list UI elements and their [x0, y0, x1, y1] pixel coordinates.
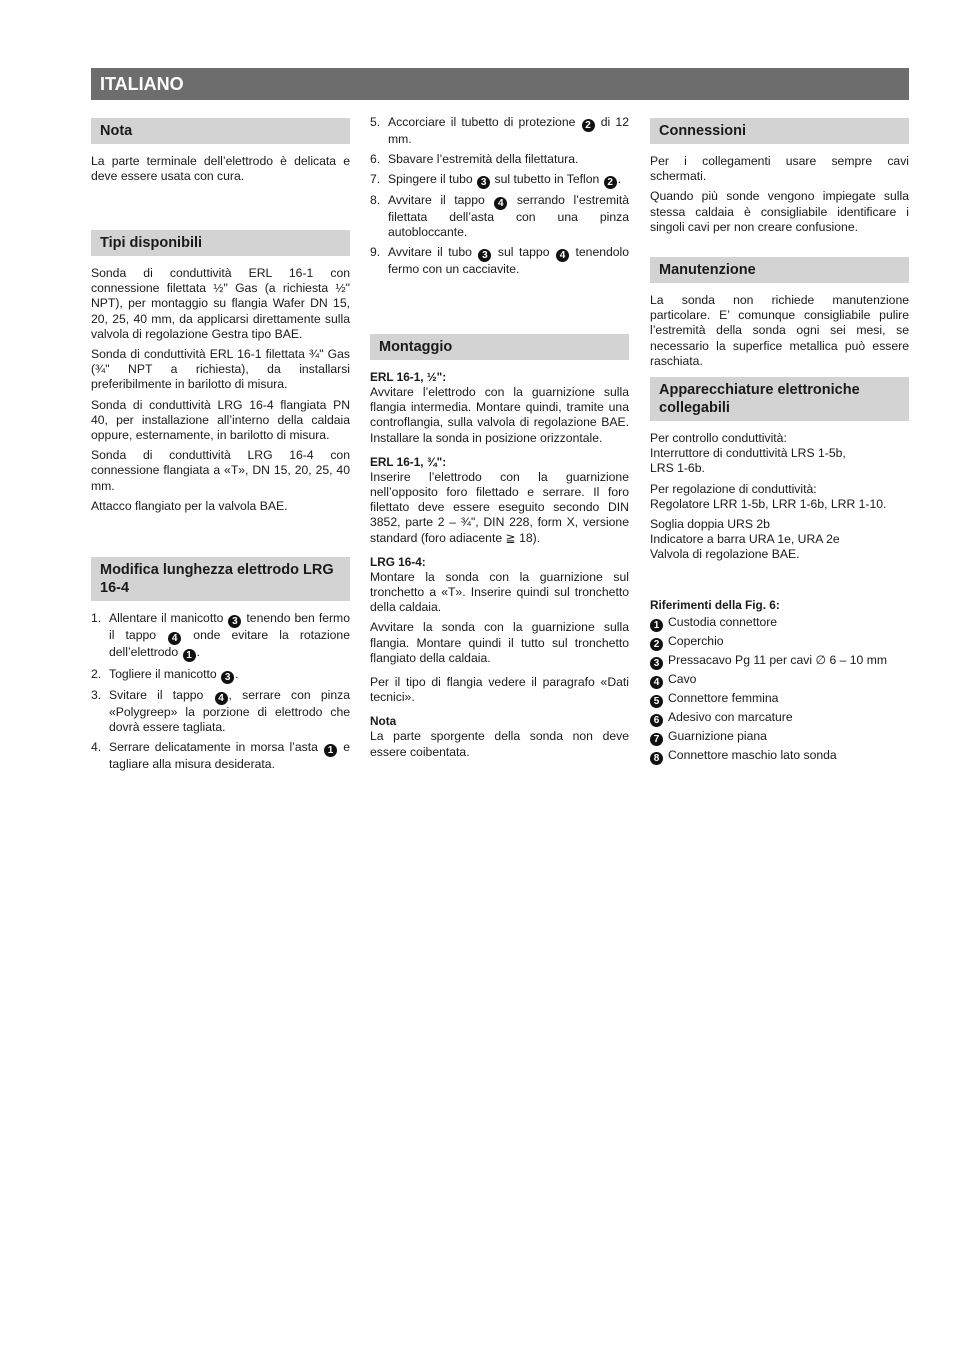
number-badge-icon: 3	[221, 671, 234, 684]
list-item: 9. Avvitare il tubo 3 sul tappo 4 tenendolo fermo con un cacciavite.	[370, 245, 630, 277]
list-item: 8. Avvitare il tappo 4 serrando l’estremità filettata dell’asta con una pinza autobloccante.	[370, 193, 629, 240]
paragraph: Soglia doppia URS 2b Indicatore a barra URA 1e, URA 2e Valvola di regolazione BAE.	[650, 517, 840, 562]
list-item: 7. Spingere il tubo 3 sul tubetto in Teflon 2 .	[370, 171, 622, 188]
list-item: 2. Togliere il manicotto 3 .	[91, 666, 239, 683]
paragraph: Montare la sonda con la guarnizione sul tronchetto a «T». Inserire quindi sul tronchetto della caldaia.	[370, 569, 629, 615]
subheading: Nota	[370, 714, 397, 729]
number-badge-icon: 3	[477, 176, 490, 189]
section-manutenzione	[650, 257, 909, 374]
section-heading: Nota	[91, 118, 350, 144]
section-connessioni	[650, 118, 909, 240]
paragraph: Inserire l’elettrodo con la guarnizione nell’opposito foro filettado e serrare. Il foro filettato deve essere eseguito secondo DIN 3852, parte 2 – ¾", DIN 228, form X, versione standard (foro adiacente ≧ 18).	[370, 469, 629, 545]
paragraph: Per regolazione di conduttività: Regolatore LRR 1-5b, LRR 1-6b, LRR 1-10.	[650, 481, 887, 511]
list-item: 2 Coperchio	[650, 632, 909, 651]
reference-list	[650, 613, 909, 765]
numbered-list-continued	[370, 115, 629, 282]
list-item: 3. Svitare il tappo 4 , serrare con pinza «Polygreep» la porzione di elettrodo che dovrà essere tagliata.	[91, 688, 351, 735]
numbered-list	[91, 611, 350, 772]
subheading: LRG 16-4:	[370, 554, 426, 569]
list-item: 7 Guarnizione piana	[650, 727, 909, 746]
number-badge-icon: 6	[650, 714, 663, 727]
section-riferimenti	[650, 598, 909, 765]
section-heading: Apparecchiature elettroniche collegabili	[650, 377, 909, 421]
list-item: 5. Accorciare il tubetto di protezione 2 di 12 mm.	[370, 115, 629, 146]
paragraph: Sonda di conduttività LRG 16-4 flangiata PN 40, per installazione all’interno della caldaia oppure, esternamente, in barilotto di misura.	[91, 397, 350, 443]
number-badge-icon: 1	[324, 744, 337, 757]
paragraph: Avvitare la sonda con la guarnizione sulla flangia. Montare quindi il tutto sul tronchetto flangiato della caldaia.	[370, 620, 629, 665]
paragraph: Per i collegamenti usare sempre cavi schermati.	[650, 154, 909, 184]
number-badge-icon: 7	[650, 733, 663, 746]
number-badge-icon: 4	[494, 197, 507, 210]
number-badge-icon: 8	[650, 752, 663, 765]
page-title: ITALIANO	[91, 68, 909, 100]
number-badge-icon: 2	[650, 638, 663, 651]
number-badge-icon: 3	[650, 657, 663, 670]
section-heading: Tipi disponibili	[91, 230, 350, 256]
paragraph: La parte terminale dell’elettrodo è delicata e deve essere usata con cura.	[91, 154, 350, 184]
list-item: 8 Connettore maschio lato sonda	[650, 746, 909, 765]
section-heading: Connessioni	[650, 118, 909, 144]
section-heading: Modifica lunghezza elettrodo LRG 16-4	[91, 557, 350, 601]
list-item: 6. Sbavare l’estremità della filettatura.	[370, 151, 579, 166]
section-montaggio	[370, 334, 629, 765]
list-item: 1 Custodia connettore	[650, 613, 909, 632]
subheading: ERL 16-1, ½":	[370, 370, 447, 384]
list-item: 1. Allentare il manicotto 3 tenendo ben fermo il tappo 4 onde evitare la rotazione dell’elettrodo 1 .	[91, 611, 350, 661]
number-badge-icon: 4	[650, 676, 663, 689]
subheading: Riferimenti della Fig. 6:	[650, 598, 780, 612]
list-item: 5 Connettore femmina	[650, 689, 909, 708]
paragraph: Sonda di conduttività LRG 16-4 con connessione flangiata a «T», DN 15, 20, 25, 40 mm.	[91, 448, 350, 493]
list-item: 4. Serrare delicatamente in morsa l’asta 1 e tagliare alla misura desiderata.	[91, 740, 350, 772]
number-badge-icon: 5	[650, 695, 663, 708]
number-badge-icon: 3	[478, 249, 491, 262]
paragraph: Attacco flangiato per la valvola BAE.	[91, 498, 288, 513]
number-badge-icon: 2	[604, 176, 617, 189]
number-badge-icon: 4	[168, 632, 181, 645]
paragraph: Avvitare l’elettrodo con la guarnizione sulla flangia intermedia. Montare quindi, tramite una controflangia, sulla valvola di regolazione BAE. Installare la sonda in posizione orizzontale.	[370, 385, 629, 445]
paragraph: Per il tipo di flangia vedere il paragrafo «Dati tecnici».	[370, 675, 629, 705]
list-item: 6 Adesivo con marcature	[650, 708, 909, 727]
number-badge-icon: 4	[215, 692, 228, 705]
paragraph: Sonda di conduttività ERL 16-1 con connessione filettata ½" Gas (a richiesta ½" NPT), per montaggio su flangia Wafer DN 15, 20, 25, 40 mm, da applicarsi direttamente sulla valvola di regolazione Gestra tipo BAE.	[91, 266, 350, 341]
section-apparecchiature	[650, 377, 909, 568]
paragraph: La sonda non richiede manutenzione particolare. E’ comunque consigliabile pulire l’estremità della sonda ogni sei mesi, se necessario la superfice metallica può essere raschiata.	[650, 293, 909, 368]
number-badge-icon: 1	[183, 649, 196, 662]
paragraph: Quando più sonde vengono impiegate sulla stessa caldaia è consigliabile identificare i singoli cavi per non creare confusione.	[650, 189, 909, 234]
number-badge-icon: 2	[582, 119, 595, 132]
subheading: ERL 16-1, ¾":	[370, 454, 447, 469]
number-badge-icon: 3	[228, 615, 241, 628]
section-heading: Manutenzione	[650, 257, 909, 283]
list-item: 3 Pressacavo Pg 11 per cavi ∅ 6 – 10 mm	[650, 651, 909, 670]
list-item: 4 Cavo	[650, 670, 909, 689]
paragraph: Sonda di conduttività ERL 16-1 filettata ¾" Gas (¾" NPT a richiesta), da installarsi preferibilmente in barilotto di misura.	[91, 347, 350, 392]
paragraph: Per controllo conduttività: Interruttore di conduttività LRS 1-5b, LRS 1-6b.	[650, 431, 846, 476]
paragraph: La parte sporgente della sonda non deve essere coibentata.	[370, 729, 629, 759]
number-badge-icon: 4	[556, 249, 569, 262]
section-heading: Montaggio	[370, 334, 629, 360]
section-modifica-lunghezza	[91, 557, 350, 777]
section-tipi-disponibili	[91, 230, 350, 519]
number-badge-icon: 1	[650, 619, 663, 632]
section-nota	[91, 118, 350, 189]
